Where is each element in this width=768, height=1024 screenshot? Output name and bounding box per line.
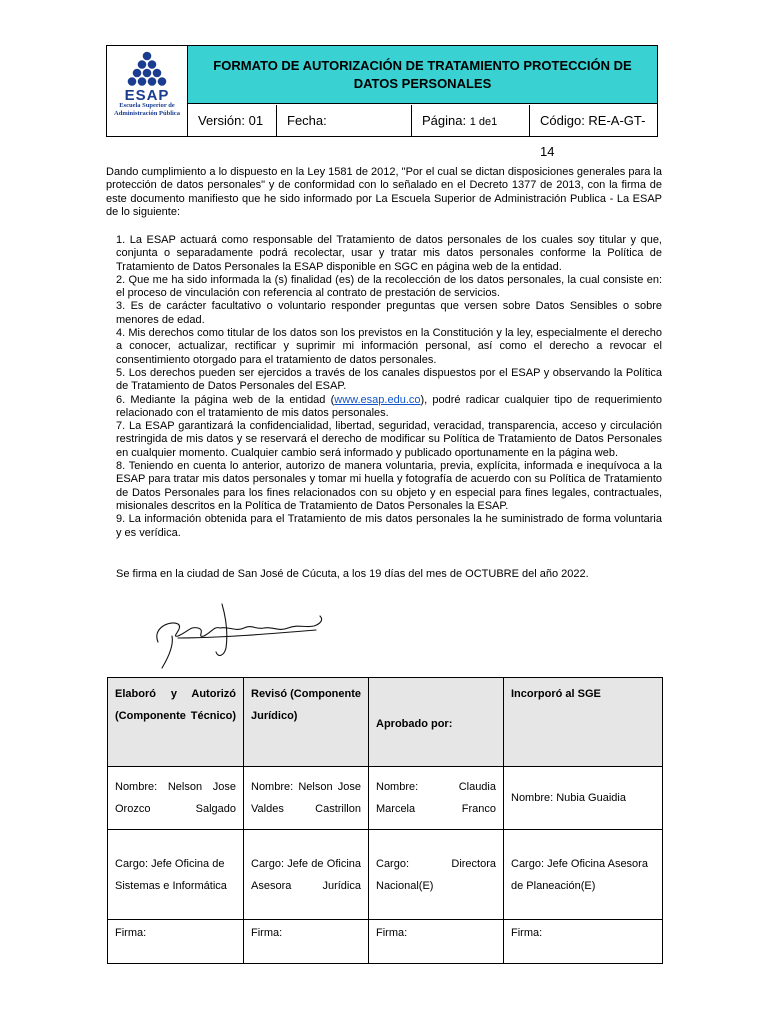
header-aprobado: Aprobado por: [369,678,504,767]
cargo-cell: Cargo: Jefe Oficina de Sistemas e Informática [108,830,244,920]
document-title: FORMATO DE AUTORIZACIÓN DE TRATAMIENTO PROTECCIÓN DE DATOS PERSONALES [188,46,657,104]
codigo-cell: Código: RE-A-GT-14 [540,113,646,159]
list-item: 5. Los derechos pueden ser ejercidos a través de los canales dispuestos por el ESAP y observando la Política de Tratamiento de Datos Personales del ESAP. [116,366,662,393]
header-incorporo: Incorporó al SGE [504,678,663,767]
pagina-label: Página: [422,113,467,128]
table-row [108,678,663,767]
cargo-cell: Cargo: Jefe de Oficina Asesora Jurídica [244,830,369,920]
list-item: 3. Es de carácter facultativo o voluntario responder preguntas que versen sobre Datos Sensibles o sobre menores de edad. [116,300,662,326]
fecha-cell: Fecha: [277,105,412,136]
nombre-cell: Nombre: Nelson Jose Orozco Salgado [108,767,244,830]
version-cell: Versión: 01 [188,105,277,136]
list-item: 2. Que me ha sido informada la (s) finalidad (es) de la recolección de los datos personales, la cual consiste en: el proceso de vinculación con referencia al contrato de prestación de servicios. [116,273,662,300]
list-item: 7. La ESAP garantizará la confidencialidad, libertad, seguridad, veracidad, transparencia, acceso y circulación restringida de mis datos y se reservará el derecho de modificar su Política de Tratamiento de Datos Personales en cualquier momento. Cualquier cambio será informado y publicado oportunamente en la página web. [116,420,662,459]
nombre-cell: Nombre: Claudia Marcela Franco [369,767,504,830]
authorization-list [116,234,662,540]
list-item: 9. La información obtenida para el Tratamiento de mis datos personales la he suministrado de forma voluntaria y es verídica. [116,513,662,539]
document-header [106,45,658,159]
logo-text: ESAP [124,87,170,102]
nombre-cell: Nombre: Nelson Jose Valdes Castrillon [244,767,369,830]
header-meta-row [188,105,657,159]
esap-website-link[interactable]: www.esap.edu.co [334,393,421,406]
table-row [108,830,663,920]
handwritten-signature [148,598,328,670]
nombre-cell: Nombre: Nubia Guaidia [504,767,663,830]
approval-table [107,677,663,964]
cargo-cell: Cargo: Jefe Oficina Asesora de Planeación(E) [504,830,663,920]
list-item: 8. Teniendo en cuenta lo anterior, autorizo de manera voluntaria, previa, explícita, informada e inequívoca a la ESAP para tratar mis datos personales y tomar mi huella y fotografía de acuerdo con su Política de Tratamiento de Datos Personales para los fines relacionados con su objeto y en especial para fines legales, contractuales, misionales descritos en la Política de Tratamiento de Datos Personales la ESAP. [116,460,662,512]
logo-cell [107,46,188,136]
intro-paragraph: Dando cumplimiento a lo dispuesto en la Ley 1581 de 2012, "Por el cual se dictan disposiciones generales para la protección de datos personales" y de conformidad con lo señalado en el Decreto 1377 de 2013, con la firma de este documento manifiesto que he sido informado por La Escuela Superior de Administración Publica - La ESAP de lo siguiente: [106,166,662,218]
table-row [108,920,663,964]
firma-cell: Firma: [504,920,663,964]
cargo-cell: Cargo: Directora Nacional(E) [369,830,504,920]
pagina-cell [412,105,530,136]
firma-cell: Firma: [369,920,504,964]
firma-cell: Firma: [244,920,369,964]
list-item: 4. Mis derechos como titular de los datos son los previstos en la Constitución y la ley, especialmente el derecho a conocer, actualizar, rectificar y suprimir mi información personal, así como el derecho a revocar el consentimiento otorgado para el tratamiento de datos personales. [116,327,662,366]
list-item: 1. La ESAP actuará como responsable del Tratamiento de datos personales de los cuales soy titular y que, conjunta o separadamente podrá recolectar, usar y tratar mis datos personales conforme la Política de Tratamiento de Datos Personales la ESAP disponible en SGC en página web de la entidad. [116,234,662,273]
esap-logo [111,50,183,102]
item6-prefix: 6. Mediante la página web de la entidad ( [116,393,335,406]
table-row [108,767,663,830]
item6-suffix: ), podré radicar cualquier tipo de requerimiento relacionado con el tratamiento de mis datos personales. [116,393,662,419]
signature-place-date: Se firma en la ciudad de San José de Cúcuta, a los 19 días del mes de OCTUBRE del año 2022. [116,568,589,580]
firma-cell: Firma: [108,920,244,964]
pagina-value: 1 de1 [469,116,498,128]
header-reviso: Revisó (Componente Jurídico) [244,678,369,767]
logo-subtitle: Escuela Superior de Administración Pública [114,102,180,117]
list-item [116,394,662,421]
header-elaboro: Elaboró y Autorizó (Componente Técnico) [108,678,244,767]
